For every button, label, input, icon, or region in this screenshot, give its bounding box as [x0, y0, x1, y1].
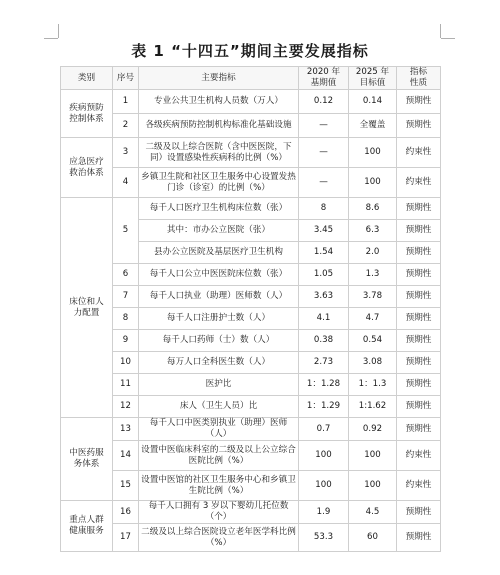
row-nature: 预期性 [397, 242, 441, 264]
row-index: 1 [113, 90, 139, 114]
table-row [61, 90, 441, 114]
row-indicator: 其中：市办公立医院（张） [139, 220, 299, 242]
row-index: 15 [113, 471, 139, 501]
row-nature: 约束性 [397, 441, 441, 471]
row-base: 1.05 [299, 264, 349, 286]
header-indicator: 主要指标 [139, 67, 299, 90]
row-nature: 预期性 [397, 418, 441, 441]
row-index: 4 [113, 168, 139, 198]
row-base: — [299, 168, 349, 198]
row-indicator: 二级及以上综合医院设立老年医学科比例（%） [139, 524, 299, 552]
row-target: 3.78 [349, 286, 397, 308]
row-base: 1：1.28 [299, 374, 349, 396]
row-nature: 预期性 [397, 396, 441, 418]
row-indicator: 设置中医馆的社区卫生服务中心和乡镇卫生院比例（%） [139, 471, 299, 501]
row-target: 100 [349, 441, 397, 471]
row-target: 100 [349, 471, 397, 501]
row-index: 3 [113, 138, 139, 168]
row-index: 17 [113, 524, 139, 552]
category-cell: 中医药服 务体系 [61, 418, 113, 501]
crop-mark-top-left-h [44, 38, 58, 39]
row-base: — [299, 138, 349, 168]
row-indicator: 设置中医临床科室的二级及以上公立综合医院比例（%） [139, 441, 299, 471]
row-nature: 预期性 [397, 220, 441, 242]
row-nature: 预期性 [397, 198, 441, 220]
table-row [61, 308, 441, 330]
row-nature: 预期性 [397, 524, 441, 552]
row-indicator: 医护比 [139, 374, 299, 396]
table-row [61, 330, 441, 352]
row-target: 0.92 [349, 418, 397, 441]
row-nature: 约束性 [397, 471, 441, 501]
table-row [61, 168, 441, 198]
row-nature: 预期性 [397, 330, 441, 352]
category-cell: 床位和人 力配置 [61, 198, 113, 418]
table-row [61, 352, 441, 374]
row-target: 100 [349, 168, 397, 198]
table-row [61, 396, 441, 418]
row-nature: 预期性 [397, 501, 441, 524]
row-nature: 约束性 [397, 138, 441, 168]
row-nature: 预期性 [397, 308, 441, 330]
row-base: 1.9 [299, 501, 349, 524]
table-row [61, 114, 441, 138]
row-indicator: 二级及以上综合医院（含中医医院，下同）设置感染性疾病科的比例（%） [139, 138, 299, 168]
table-row [61, 198, 441, 220]
table-row [61, 286, 441, 308]
row-index: 14 [113, 441, 139, 471]
row-target: 全覆盖 [349, 114, 397, 138]
row-index: 8 [113, 308, 139, 330]
row-indicator: 床人（卫生人员）比 [139, 396, 299, 418]
row-base: 0.7 [299, 418, 349, 441]
category-cell: 疾病预防 控制体系 [61, 90, 113, 138]
row-index: 13 [113, 418, 139, 441]
category-cell: 应急医疗 救治体系 [61, 138, 113, 198]
table-row [61, 524, 441, 552]
row-base: 53.3 [299, 524, 349, 552]
row-indicator: 每千人口注册护士数（人） [139, 308, 299, 330]
header-target-2025: 2025 年 目标值 [349, 67, 397, 90]
header-nature: 指标 性质 [397, 67, 441, 90]
row-base: 8 [299, 198, 349, 220]
table-row [61, 501, 441, 524]
header-category: 类别 [61, 67, 113, 90]
row-target: 6.3 [349, 220, 397, 242]
row-target: 0.14 [349, 90, 397, 114]
crop-mark-top-right-v [440, 24, 441, 38]
row-base: 0.12 [299, 90, 349, 114]
row-index: 16 [113, 501, 139, 524]
row-base: 3.63 [299, 286, 349, 308]
row-nature: 预期性 [397, 90, 441, 114]
row-base: 3.45 [299, 220, 349, 242]
row-indicator: 每千人口药师（士）数（人） [139, 330, 299, 352]
row-base: 0.38 [299, 330, 349, 352]
row-target: 0.54 [349, 330, 397, 352]
row-nature: 预期性 [397, 374, 441, 396]
row-target: 1:1.62 [349, 396, 397, 418]
row-base: 1.54 [299, 242, 349, 264]
row-target: 2.0 [349, 242, 397, 264]
row-base: 100 [299, 441, 349, 471]
category-cell: 重点人群 健康服务 [61, 501, 113, 552]
row-nature: 预期性 [397, 264, 441, 286]
row-nature: 预期性 [397, 114, 441, 138]
row-indicator: 乡镇卫生院和社区卫生服务中心设置发热门诊（诊室）的比例（%） [139, 168, 299, 198]
row-target: 3.08 [349, 352, 397, 374]
row-indicator: 各级疾病预防控制机构标准化基础设施 [139, 114, 299, 138]
row-indicator: 县办公立医院及基层医疗卫生机构 [139, 242, 299, 264]
row-target: 60 [349, 524, 397, 552]
row-indicator: 每千人口中医类别执业（助理）医师（人） [139, 418, 299, 441]
row-indicator: 每千人口拥有 3 岁以下婴幼儿托位数（个） [139, 501, 299, 524]
row-indicator: 专业公共卫生机构人员数（万人） [139, 90, 299, 114]
row-indicator: 每千人口医疗卫生机构床位数（张） [139, 198, 299, 220]
row-index: 7 [113, 286, 139, 308]
row-index: 6 [113, 264, 139, 286]
row-base: — [299, 114, 349, 138]
row-nature: 预期性 [397, 286, 441, 308]
row-nature: 约束性 [397, 168, 441, 198]
row-target: 4.7 [349, 308, 397, 330]
table-row [61, 471, 441, 501]
row-base: 1：1.29 [299, 396, 349, 418]
row-indicator: 每千人口执业（助理）医师数（人） [139, 286, 299, 308]
table-header-row [61, 67, 441, 90]
row-index: 2 [113, 114, 139, 138]
row-target: 8.6 [349, 198, 397, 220]
row-target: 1.3 [349, 264, 397, 286]
table-title: 表 1 “十四五”期间主要发展指标 [131, 42, 369, 60]
row-index: 12 [113, 396, 139, 418]
crop-mark-top-left-v [58, 24, 59, 38]
row-indicator: 每千人口公立中医医院床位数（张） [139, 264, 299, 286]
row-base: 4.1 [299, 308, 349, 330]
crop-mark-top-right-h [441, 38, 455, 39]
table-row [61, 441, 441, 471]
row-nature: 预期性 [397, 352, 441, 374]
table-row [61, 138, 441, 168]
table-row [61, 264, 441, 286]
indicators-table [60, 66, 441, 552]
row-index: 9 [113, 330, 139, 352]
table-row [61, 374, 441, 396]
row-base: 100 [299, 471, 349, 501]
row-index: 10 [113, 352, 139, 374]
header-index: 序号 [113, 67, 139, 90]
row-target: 100 [349, 138, 397, 168]
table-row [61, 418, 441, 441]
row-indicator: 每万人口全科医生数（人） [139, 352, 299, 374]
row-index: 11 [113, 374, 139, 396]
row-index: 5 [113, 198, 139, 264]
row-target: 1：1.3 [349, 374, 397, 396]
row-target: 4.5 [349, 501, 397, 524]
header-base-2020: 2020 年 基期值 [299, 67, 349, 90]
row-base: 2.73 [299, 352, 349, 374]
